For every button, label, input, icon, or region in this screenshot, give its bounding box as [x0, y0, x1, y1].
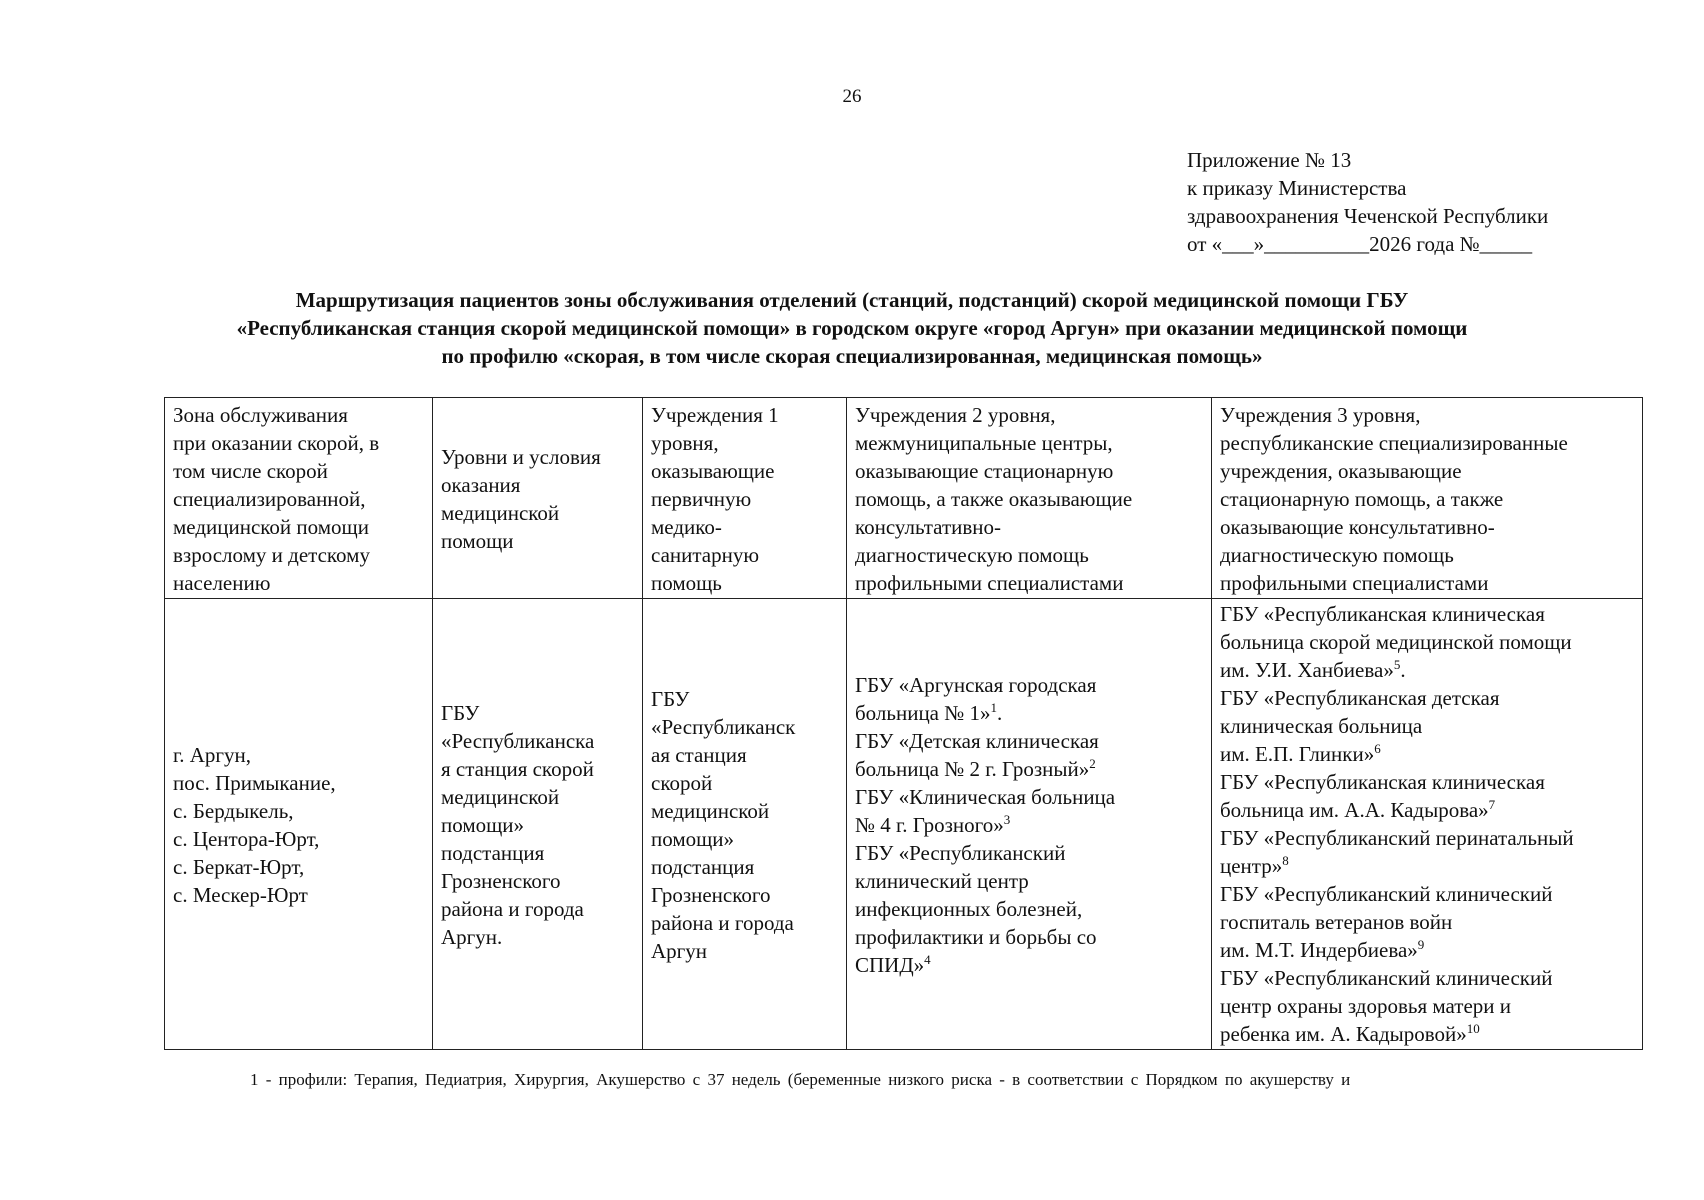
footnote: 1 - профили: Терапия, Педиатрия, Хирургия, Акушерство с 37 недель (беременные низкого риска - в соответствии с Порядком по акушерству и: [250, 1070, 1351, 1089]
cell-text-line: медико-: [651, 515, 722, 539]
cell-text-line: при оказании скорой, в: [173, 431, 380, 455]
routing-table: [164, 397, 1643, 1050]
cell-text-line: им. Е.П. Глинки»$^6$: [1220, 741, 1381, 766]
title-line: «Республиканская станция скорой медицинской помощи» в городском округе «город Аргун» при оказании медицинской помощи: [236, 316, 1468, 340]
cell-text-line: медицинской: [441, 785, 560, 809]
header-level-3: [1212, 398, 1643, 599]
cell-text-line: пос. Примыкание,: [173, 771, 336, 795]
cell-text-line: оказания: [441, 473, 521, 497]
page-number: 26: [842, 86, 862, 107]
footnote-reference: 10: [1466, 1021, 1480, 1036]
footnote-reference: 7: [1488, 797, 1496, 812]
cell-level-3: [1212, 599, 1643, 1050]
cell-text-line: республиканские специализированные: [1220, 431, 1568, 455]
cell-text-line: больница им. А.А. Кадырова»$^7$: [1220, 797, 1496, 822]
cell-text-line: ГБУ «Республиканская клиническая: [1220, 602, 1545, 626]
footnote-reference: 9: [1417, 937, 1425, 952]
cell-text-line: Грозненского: [651, 883, 771, 907]
cell-text-line: медицинской: [651, 799, 770, 823]
cell-text-line: Учреждения 1: [651, 403, 779, 427]
appendix-line: Приложение № 13: [1187, 148, 1352, 172]
cell-text-line: медицинской: [441, 501, 560, 525]
cell-text-line: «Республиканска: [441, 729, 595, 753]
cell-text-line: клинический центр: [855, 869, 1029, 893]
appendix-line: от «___»__________2026 года №_____: [1187, 232, 1533, 256]
footnote-reference: 5: [1393, 657, 1401, 672]
cell-text-line: с. Мескер-Юрт: [173, 883, 308, 907]
cell-text-line: ГБУ: [651, 687, 690, 711]
cell-text-line: помощи»: [441, 813, 525, 837]
cell-text-line: им. У.И. Ханбиева»$^5$.: [1220, 657, 1406, 682]
cell-text-line: больница № 1»$^1$.: [855, 700, 1003, 725]
cell-text-line: помощь: [651, 571, 722, 595]
cell-level-1: [643, 599, 847, 1050]
cell-text-line: первичную: [651, 487, 752, 511]
cell-text-line: ребенка им. А. Кадыровой»$^{10}$: [1220, 1021, 1480, 1046]
header-care-levels: [433, 398, 643, 599]
table-row: [165, 599, 1643, 1050]
cell-text-line: ГБУ «Республиканская детская: [1220, 686, 1500, 710]
cell-text-line: района и города: [441, 897, 584, 921]
cell-text-line: специализированной,: [173, 487, 366, 511]
cell-text-line: межмуниципальные центры,: [855, 431, 1113, 455]
table-header-row: [165, 398, 1643, 599]
cell-text-line: стационарную помощь, а также: [1220, 487, 1504, 511]
cell-text-line: ГБУ: [441, 701, 480, 725]
cell-text-line: госпиталь ветеранов войн: [1220, 910, 1453, 934]
title-line: по профилю «скорая, в том числе скорая специализированная, медицинская помощь»: [441, 344, 1263, 368]
cell-text-line: учреждения, оказывающие: [1220, 459, 1462, 483]
cell-text-line: г. Аргун,: [173, 743, 252, 767]
cell-service-zone: [165, 599, 433, 1050]
footnote-reference: 4: [924, 952, 931, 967]
cell-text-line: ГБУ «Республиканский перинатальный: [1220, 826, 1574, 850]
cell-text-line: Учреждения 2 уровня,: [855, 403, 1056, 427]
cell-text-line: взрослому и детскому: [173, 543, 370, 567]
footnote-reference: 3: [1003, 812, 1011, 827]
cell-text-line: ГБУ «Детская клиническая: [855, 729, 1099, 753]
cell-text-line: оказывающие стационарную: [855, 459, 1114, 483]
footnote-reference: 2: [1089, 756, 1096, 771]
cell-text-line: консультативно-: [855, 515, 1002, 539]
cell-text-line: оказывающие консультативно-: [1220, 515, 1495, 539]
cell-text-line: подстанция: [651, 855, 755, 879]
cell-text-line: помощи: [441, 529, 514, 553]
cell-text-line: уровня,: [651, 431, 719, 455]
cell-text-line: центр охраны здоровья матери и: [1220, 994, 1512, 1018]
cell-text-line: диагностическую помощь: [855, 543, 1089, 567]
cell-text-line: медицинской помощи: [173, 515, 369, 539]
cell-text-line: с. Беркат-Юрт,: [173, 855, 305, 879]
cell-text-line: ГБУ «Республиканский клинический: [1220, 966, 1553, 990]
cell-text-line: профилактики и борьбы со: [855, 925, 1097, 949]
cell-text-line: № 4 г. Грозного»$^3$: [855, 812, 1011, 837]
cell-care-levels: [433, 599, 643, 1050]
appendix-line: здравоохранения Чеченской Республики: [1187, 204, 1549, 228]
cell-text-line: инфекционных болезней,: [855, 897, 1083, 921]
cell-text-line: ГБУ «Клиническая больница: [855, 785, 1116, 809]
cell-text-line: профильными специалистами: [1220, 571, 1489, 595]
cell-text-line: ГБУ «Аргунская городская: [855, 673, 1097, 697]
cell-text-line: подстанция: [441, 841, 545, 865]
cell-text-line: оказывающие: [651, 459, 775, 483]
cell-text-line: профильными специалистами: [855, 571, 1124, 595]
cell-text-line: района и города: [651, 911, 794, 935]
header-level-2: [847, 398, 1212, 599]
cell-text-line: Аргун.: [441, 925, 503, 949]
cell-text-line: помощи»: [651, 827, 735, 851]
cell-text-line: санитарную: [651, 543, 760, 567]
appendix-line: к приказу Министерства: [1187, 176, 1407, 200]
cell-text-line: им. М.Т. Индербиева»$^9$: [1220, 937, 1425, 962]
cell-text-line: «Республиканск: [651, 715, 796, 739]
cell-text-line: Аргун: [651, 939, 708, 963]
cell-level-2: [847, 599, 1212, 1050]
footnote-reference: 8: [1282, 853, 1289, 868]
cell-text-line: больница № 2 г. Грозный»$^2$: [855, 756, 1096, 781]
cell-text-line: клиническая больница: [1220, 714, 1423, 738]
header-service-zone: [165, 398, 433, 599]
cell-text-line: Учреждения 3 уровня,: [1220, 403, 1421, 427]
cell-text-line: ГБУ «Республиканская клиническая: [1220, 770, 1545, 794]
cell-text-line: больница скорой медицинской помощи: [1220, 630, 1572, 654]
appendix-block: [1187, 146, 1548, 258]
cell-text-line: ГБУ «Республиканский клинический: [1220, 882, 1553, 906]
cell-text-line: СПИД»$^4$: [855, 952, 931, 977]
footnote-reference: 6: [1374, 741, 1381, 756]
cell-text-line: скорой: [651, 771, 713, 795]
footnote-reference: 1: [990, 700, 998, 715]
title-line: Маршрутизация пациентов зоны обслуживания отделений (станций, подстанций) скорой медицинской помощи ГБУ: [295, 288, 1409, 312]
cell-text-line: помощь, а также оказывающие: [855, 487, 1133, 511]
cell-text-line: с. Центора-Юрт,: [173, 827, 320, 851]
header-level-1: [643, 398, 847, 599]
cell-text-line: диагностическую помощь: [1220, 543, 1454, 567]
cell-text-line: Грозненского: [441, 869, 561, 893]
cell-text-line: ая станция: [651, 743, 747, 767]
cell-text-line: ГБУ «Республиканский: [855, 841, 1066, 865]
cell-text-line: Зона обслуживания: [173, 403, 348, 427]
document-title: [120, 286, 1584, 370]
cell-text-line: Уровни и условия: [441, 445, 601, 469]
cell-text-line: том числе скорой: [173, 459, 328, 483]
cell-text-line: центр»$^8$: [1220, 853, 1289, 878]
cell-text-line: я станция скорой: [441, 757, 594, 781]
cell-text-line: с. Бердыкель,: [173, 799, 294, 823]
cell-text-line: населению: [173, 571, 271, 595]
